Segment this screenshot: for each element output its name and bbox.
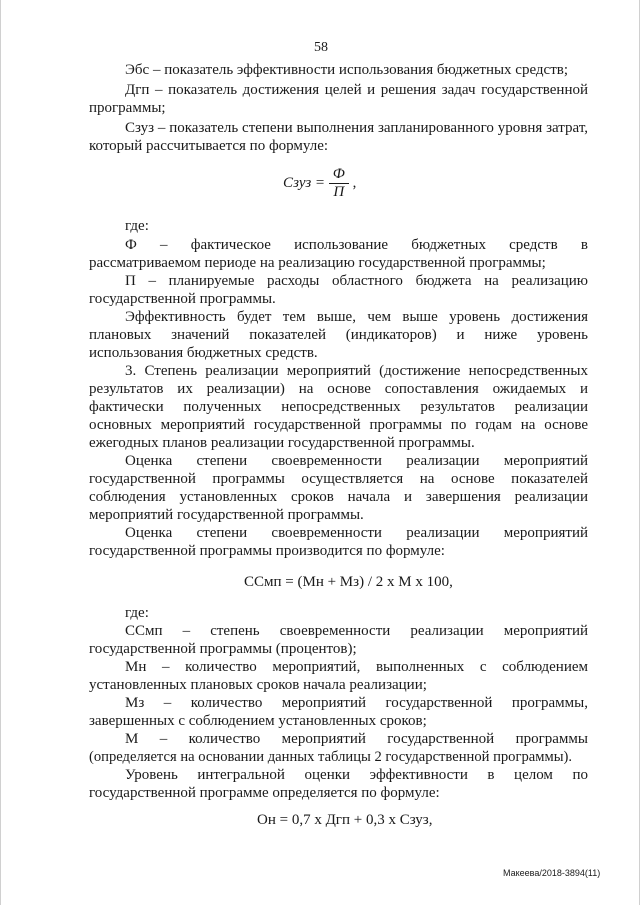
assessment2-line1: Оценка степени своевременности реализации мероприятий: [125, 525, 588, 541]
def-szuz-line1: Сзуз – показатель степени выполнения запланированного уровня затрат,: [125, 120, 588, 136]
integral-line2: государственной программе определяется по формуле:: [89, 785, 440, 801]
def-mz-line1: Мз – количество мероприятий государственной программы,: [125, 695, 588, 711]
def-szuz-line2: который рассчитывается по формуле:: [89, 138, 329, 154]
def-ssmp-line2: государственной программы (процентов);: [89, 641, 357, 657]
section3-line5: ежегодных планов реализации государственной программы.: [89, 435, 475, 451]
formula-szuz-lhs: Сзуз =: [283, 174, 326, 191]
formula-szuz-numerator: Ф: [329, 166, 349, 184]
def-ebs: Эбс – показатель эффективности использования бюджетных средств;: [125, 62, 569, 78]
def-m-line1: М – количество мероприятий государственной программы: [125, 731, 588, 747]
section3-line4: основных мероприятий государственной программы по годам на основе: [89, 417, 588, 433]
def-p-line1: П – планируемые расходы областного бюджета на реализацию: [125, 273, 588, 289]
def-mz-line2: завершенных с соблюдением установленных сроков;: [89, 713, 427, 729]
effectiveness-line3: использования бюджетных средств.: [89, 345, 318, 361]
section3-line2: результатов их реализации) на основе сопоставления ожидаемых и: [89, 381, 588, 397]
assessment1-line4: мероприятий государственной программы.: [89, 507, 364, 523]
def-p-line2: государственной программы.: [89, 291, 276, 307]
assessment1-line3: соблюдения установленных сроков начала и завершения реализации: [89, 489, 588, 505]
section3-line3: фактически полученных непосредственных результатов реализации: [89, 399, 588, 415]
def-ssmp-line1: ССмп – степень своевременности реализации мероприятий: [125, 623, 588, 639]
formula-szuz: [283, 166, 356, 201]
formula-szuz-fraction: [329, 166, 349, 201]
def-f-line2: рассматриваемом периоде на реализацию государственной программы;: [89, 255, 546, 271]
formula-on: Он = 0,7 х Дгп + 0,3 х Сзуз,: [257, 812, 433, 828]
def-dgp-line2: программы;: [89, 100, 166, 116]
formula-szuz-tail: ,: [352, 174, 357, 191]
effectiveness-line1: Эффективность будет тем выше, чем выше уровень достижения: [125, 309, 588, 325]
page-number: 58: [314, 40, 328, 55]
section3-line1: 3. Степень реализации мероприятий (достижение непосредственных: [125, 363, 588, 379]
def-dgp-line1: Дгп – показатель достижения целей и решения задач государственной: [125, 82, 588, 98]
def-mn-line2: установленных плановых сроков начала реализации;: [89, 677, 427, 693]
assessment1-line1: Оценка степени своевременности реализации мероприятий: [125, 453, 588, 469]
def-mn-line1: Мн – количество мероприятий, выполненных с соблюдением: [125, 659, 588, 675]
footer-code: Макеева/2018-3894(11): [503, 868, 601, 878]
effectiveness-line2: плановых значений показателей (индикаторов) и ниже уровень: [89, 327, 588, 343]
def-m-line2: (определяется на основании данных таблицы 2 государственной программы).: [89, 749, 573, 765]
assessment1-line2: государственной программы осуществляется на основе показателей: [89, 471, 588, 487]
integral-line1: Уровень интегральной оценки эффективности в целом по: [125, 767, 588, 783]
where-label-2: где:: [125, 605, 149, 621]
formula-ssmp: ССмп = (Мн + Мз) / 2 х М х 100,: [244, 574, 453, 590]
where-label-1: где:: [125, 218, 149, 234]
def-f-line1: Ф – фактическое использование бюджетных средств в: [125, 237, 588, 253]
formula-szuz-denominator: П: [333, 184, 345, 200]
assessment2-line2: государственной программы производится по формуле:: [89, 543, 445, 559]
